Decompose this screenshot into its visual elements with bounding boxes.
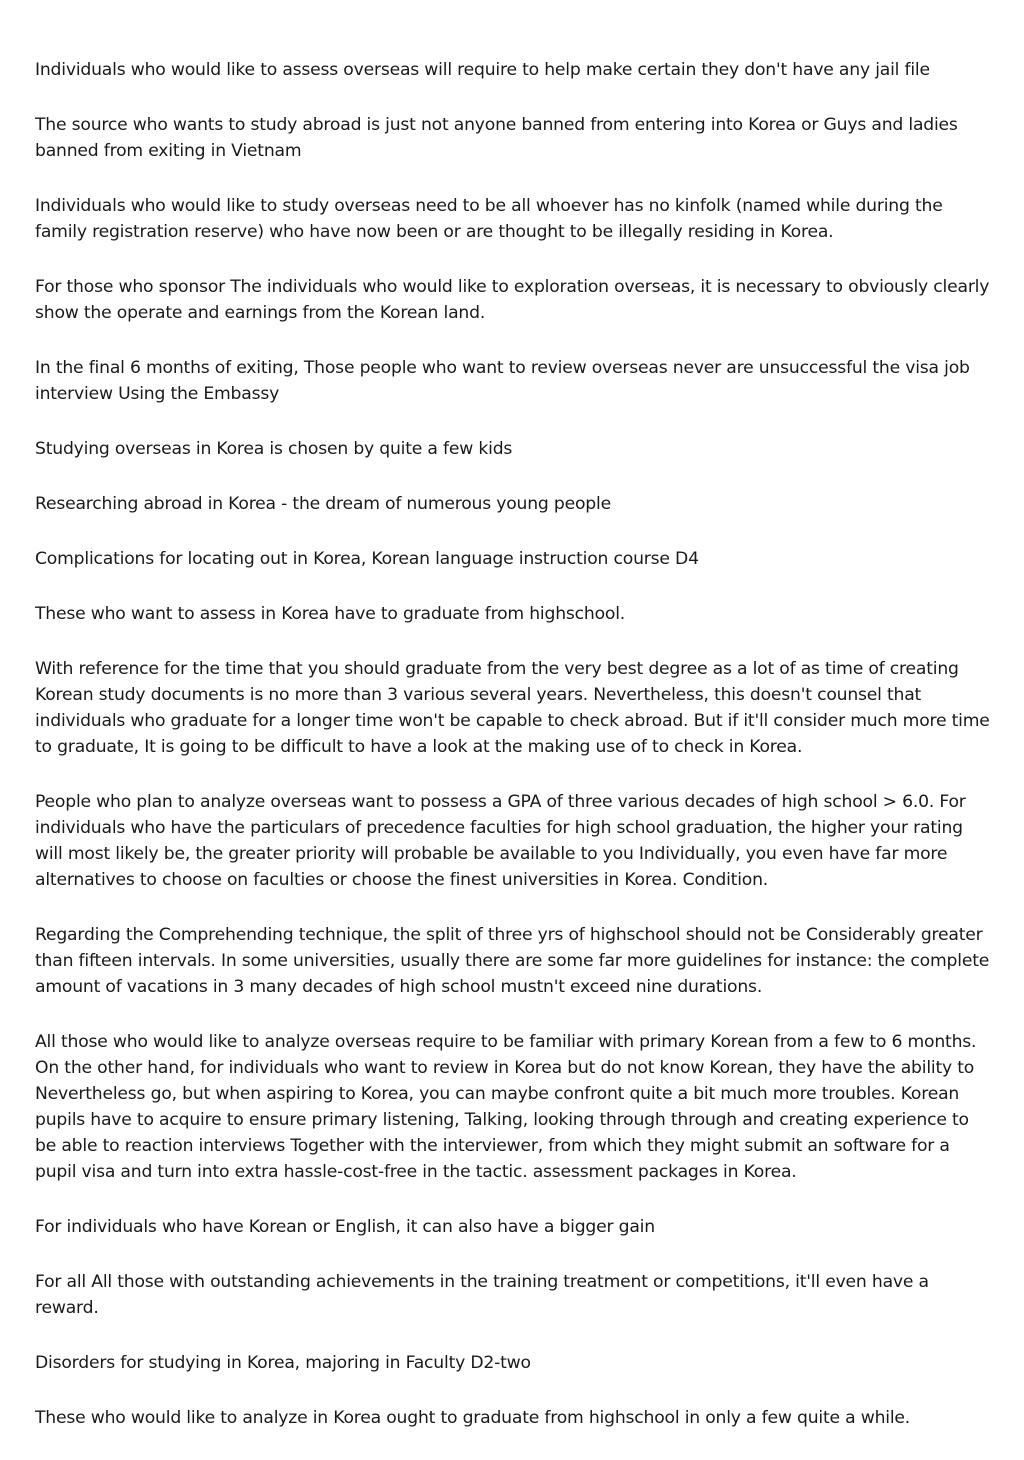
paragraph: Studying overseas in Korea is chosen by quite a few kids bbox=[35, 439, 513, 459]
paragraph: People who plan to analyze overseas want to possess a GPA of three various decades of high school > 6.0. For individuals who have the particulars of precedence faculties for high school graduation, the higher your rating will most likely be, the greater priority will probable be available to you Individually, you even have far more alternatives to choose on faculties or choose the finest universities in Korea. Condition. bbox=[35, 792, 966, 890]
document-body bbox=[35, 57, 993, 1460]
paragraph: All those who would like to analyze overseas require to be familiar with primary Korean from a few to 6 months. On the other hand, for individuals who want to review in Korea but do not know Korean, they have the ability to Nevertheless go, but when aspiring to Korea, you can maybe confront quite a bit much more troubles. Korean pupils have to acquire to ensure primary listening, Talking, looking through through and creating experience to be able to reaction interviews Together with the interviewer, from which they might submit an software for a pupil visa and turn into extra hassle-cost-free in the tactic. assessment packages in Korea. bbox=[35, 1032, 977, 1182]
paragraph: Complications for locating out in Korea, Korean language instruction course D4 bbox=[35, 549, 699, 569]
paragraph: Regarding the Comprehending technique, the split of three yrs of highschool should not be Considerably greater than fifteen intervals. In some universities, usually there are some far more guidelines for instance: the complete amount of vacations in 3 many decades of high school mustn't exceed nine durations. bbox=[35, 925, 990, 997]
paragraph: In the final 6 months of exiting, Those people who want to review overseas never are unsuccessful the visa job interview Using the Embassy bbox=[35, 358, 970, 404]
paragraph: Individuals who would like to study overseas need to be all whoever has no kinfolk (named while during the family registration reserve) who have now been or are thought to be illegally residing in Korea. bbox=[35, 196, 943, 242]
paragraph: For those who sponsor The individuals who would like to exploration overseas, it is necessary to obviously clearly show the operate and earnings from the Korean land. bbox=[35, 277, 990, 323]
paragraph: Individuals who would like to assess overseas will require to help make certain they don't have any jail file bbox=[35, 60, 930, 80]
paragraph: For individuals who have Korean or English, it can also have a bigger gain bbox=[35, 1217, 655, 1237]
paragraph: Researching abroad in Korea - the dream of numerous young people bbox=[35, 494, 611, 514]
paragraph: These who would like to analyze in Korea ought to graduate from highschool in only a few quite a while. bbox=[35, 1408, 911, 1428]
paragraph: These who want to assess in Korea have to graduate from highschool. bbox=[35, 604, 626, 624]
paragraph: Disorders for studying in Korea, majoring in Faculty D2-two bbox=[35, 1353, 531, 1373]
paragraph: The source who wants to study abroad is just not anyone banned from entering into Korea or Guys and ladies banned from exiting in Vietnam bbox=[35, 115, 958, 161]
paragraph: With reference for the time that you should graduate from the very best degree as a lot of as time of creating Korean study documents is no more than 3 various several years. Nevertheless, this doesn't counsel that individuals who graduate for a longer time won't be capable to check abroad. But if it'll consider much more time to graduate, It is going to be difficult to have a look at the making use of to check in Korea. bbox=[35, 659, 990, 757]
paragraph: For all All those with outstanding achievements in the training treatment or competitions, it'll even have a reward. bbox=[35, 1272, 929, 1318]
